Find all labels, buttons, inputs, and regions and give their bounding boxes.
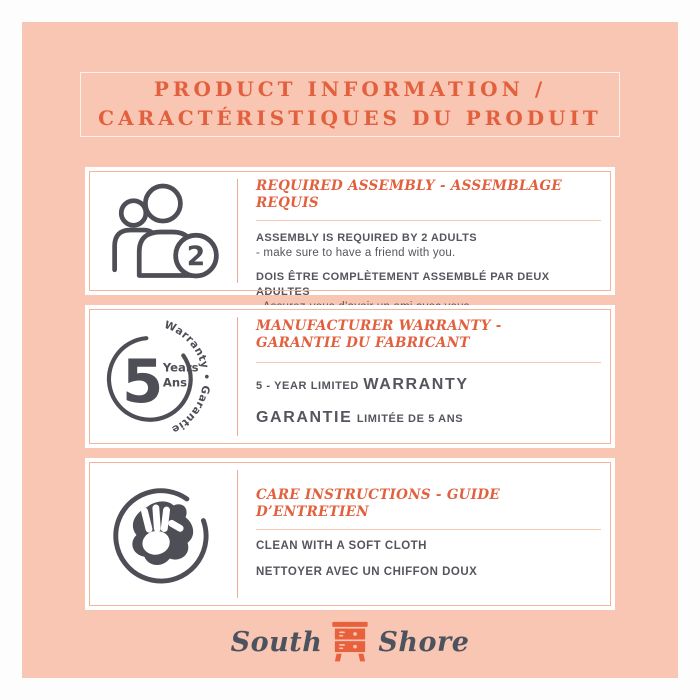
card-icon-area: [85, 458, 237, 610]
info-cards: [85, 167, 615, 610]
card-title-line1: MANUFACTURER WARRANTY -: [256, 318, 502, 334]
warranty-line-fr: [256, 409, 601, 427]
warranty-text-en-small: 5 - YEAR LIMITED: [256, 380, 359, 392]
card-icon-area: [85, 305, 237, 448]
card-icon-area: [85, 167, 237, 295]
salmon-panel: [22, 22, 678, 678]
card-title-underline: [256, 220, 601, 221]
page-title-line2: CARACTÉRISTIQUES DU PRODUIT: [98, 106, 602, 130]
card-text-area: [238, 458, 615, 610]
wiping-hand-icon: [107, 480, 215, 588]
card-care-instructions: [85, 458, 615, 610]
warranty-text-fr-large: GARANTIE: [256, 409, 353, 426]
card-title-line2: GARANTIE DU FABRICANT: [256, 335, 470, 351]
brand-logo: [22, 620, 678, 664]
dresser-icon: [331, 621, 369, 663]
brand-word-south: South: [230, 626, 323, 658]
brand-word-shore: Shore: [378, 626, 470, 658]
card-title: REQUIRED ASSEMBLY - ASSEMBLAGE REQUIS: [256, 178, 562, 211]
assembly-line-en: [256, 231, 601, 261]
warranty-line-en: [256, 376, 601, 394]
adults-count-label: 2: [186, 241, 206, 273]
card-title-underline: [256, 529, 601, 530]
assembly-text-en-normal: - make sure to have a friend with you.: [256, 247, 456, 259]
care-line-en: CLEAN WITH A SOFT CLOTH: [256, 540, 427, 552]
warranty-text-fr-small: LIMITÉE DE 5 ANS: [356, 413, 464, 425]
five-year-warranty-badge-icon: [96, 312, 226, 442]
care-line-fr: NETTOYER AVEC UN CHIFFON DOUX: [256, 566, 478, 578]
card-text-area: [238, 167, 615, 298]
card-required-assembly: [85, 167, 615, 298]
warranty-arc-text: Warranty • Garantie: [162, 317, 213, 437]
warranty-years-label-en: Years: [162, 359, 199, 374]
page-title: [80, 72, 620, 137]
card-manufacturer-warranty: [85, 305, 615, 448]
assembly-text-en-strong: ASSEMBLY IS REQUIRED BY 2 ADULTS: [256, 232, 478, 244]
card-title-underline: [256, 362, 601, 363]
two-adults-icon: [102, 178, 220, 284]
card-title: CARE INSTRUCTIONS - GUIDE D’ENTRETIEN: [256, 487, 500, 520]
page-title-line1: PRODUCT INFORMATION /: [153, 77, 547, 101]
warranty-text-en-large: WARRANTY: [363, 376, 469, 393]
card-text-area: [238, 305, 615, 448]
warranty-years-number: 5: [122, 347, 164, 417]
warranty-years-label-fr: Ans: [162, 374, 187, 389]
assembly-text-fr-strong: DOIS ÊTRE COMPLÈTEMENT ASSEMBLÉ PAR DEUX ADULTES: [256, 271, 550, 298]
card-title: [256, 318, 601, 352]
